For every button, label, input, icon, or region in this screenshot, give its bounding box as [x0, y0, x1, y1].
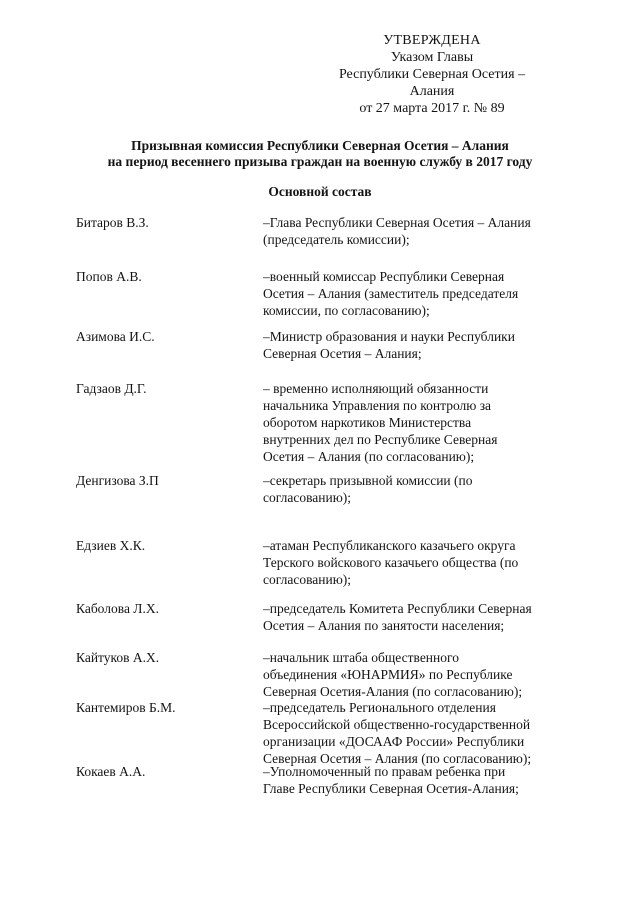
member-role-line: Осетия – Алания (заместитель председателя [263, 286, 519, 301]
member-role-line: –Министр образования и науки Республики [263, 329, 515, 344]
approval-block [322, 32, 542, 117]
member-role-line: оборотом наркотиков Министерства [263, 415, 472, 430]
member-role-line: –начальник штаба общественного [263, 650, 459, 665]
member-role-line: начальника Управления по контролю за [263, 398, 492, 413]
member-name: Попов А.В. [76, 269, 142, 284]
member-role-line: Главе Республики Северная Осетия-Алания; [263, 781, 519, 796]
member-name: Денгизова З.П [76, 473, 159, 488]
member-role-line: согласованию); [263, 490, 352, 505]
member-name: Кантемиров Б.М. [76, 700, 176, 715]
member-role-line: внутренних дел по Республике Северная [263, 432, 498, 447]
member-name: Каболова Л.Х. [76, 601, 159, 616]
section-heading: Основной состав [268, 184, 372, 199]
member-role [263, 763, 545, 797]
member-role [263, 328, 545, 362]
member-role-line: –председатель Регионального отделения [263, 700, 496, 715]
member-role-line: –атаман Республиканского казачьего округа [263, 538, 516, 553]
document-title [40, 138, 600, 170]
member-role-line: организации «ДОСААФ России» Республики [263, 734, 525, 749]
member-role-line: Осетия – Алания (по согласованию); [263, 449, 475, 464]
member-role-line: (председатель комиссии); [263, 232, 410, 247]
member-name: Кайтуков А.Х. [76, 650, 160, 665]
approval-line-decree: Указом Главы [390, 50, 474, 65]
title-line-1: Призывная комиссия Республики Северная Осетия – Алания [131, 138, 509, 153]
approval-line-republic: Республики Северная Осетия – [338, 67, 526, 82]
title-line-2: на период весеннего призыва граждан на военную службу в 2017 году [107, 154, 533, 169]
approval-heading: УТВЕРЖДЕНА [383, 33, 481, 48]
member-role-line: –председатель Комитета Республики Северная [263, 601, 532, 616]
member-role-line: Терского войскового казачьего общества (по [263, 555, 519, 570]
member-role [263, 600, 545, 634]
member-role-line: Северная Осетия-Алания (по согласованию); [263, 684, 523, 699]
member-role-line: –Глава Республики Северная Осетия – Алания [263, 215, 531, 230]
member-role-line: Осетия – Алания по занятости населения; [263, 618, 505, 633]
member-role-line: Северная Осетия – Алания (по согласованию); [263, 751, 532, 766]
member-role-line: –Уполномоченный по правам ребенка при [263, 764, 506, 779]
member-role [263, 472, 545, 506]
member-role-line: Северная Осетия – Алания; [263, 346, 422, 361]
member-role [263, 699, 545, 767]
member-role [263, 380, 545, 465]
member-role-line: – временно исполняющий обязанности [263, 381, 489, 396]
member-name: Битаров В.З. [76, 215, 149, 230]
approval-line-date-number: от 27 марта 2017 г. № 89 [359, 101, 505, 116]
member-role-line: Всероссийской общественно-государственной [263, 717, 531, 732]
member-role-line: объединения «ЮНАРМИЯ» по Республике [263, 667, 513, 682]
member-name: Гадзаов Д.Г. [76, 381, 147, 396]
approval-line-alania: Алания [409, 84, 455, 99]
member-role [263, 537, 545, 588]
member-role-line: комиссии, по согласованию); [263, 303, 430, 318]
member-name: Кокаев А.А. [76, 764, 146, 779]
member-role [263, 214, 545, 248]
member-role-line: –военный комиссар Республики Северная [263, 269, 505, 284]
member-role [263, 268, 545, 319]
member-name: Азимова И.С. [76, 329, 155, 344]
member-role [263, 649, 545, 700]
member-role-line: согласованию); [263, 572, 352, 587]
member-role-line: –секретарь призывной комиссии (по [263, 473, 473, 488]
member-name: Едзиев Х.К. [76, 538, 146, 553]
